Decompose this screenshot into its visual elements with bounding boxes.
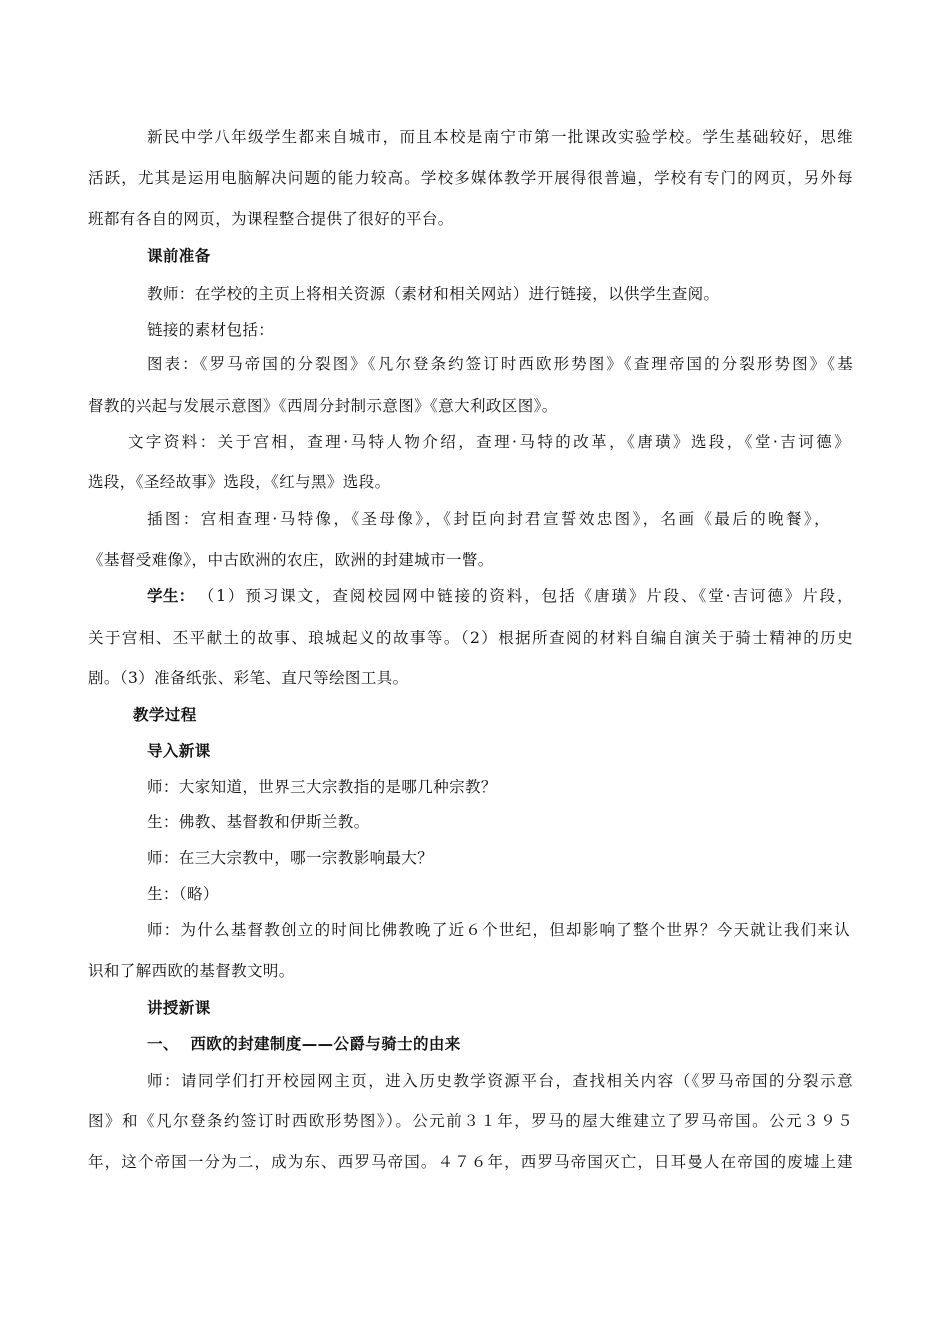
dialogue-line-2: 生：佛教、基督教和伊斯兰教。 xyxy=(147,813,370,831)
charts-line-2: 督教的兴起与发展示意图》《西周分封制示意图》《意大利政区图》。 xyxy=(88,397,558,415)
paragraph-intro-line-1: 新民中学八年级学生都来自城市，而且本校是南宁市第一批课改实验学校。学生基础较好，思维 xyxy=(147,128,853,146)
illustrations-line-2: 《基督受难像》，中古欧洲的农庄，欧洲的封建城市一瞥。 xyxy=(88,551,494,569)
heading-new-lesson: 讲授新课 xyxy=(147,999,211,1017)
illustrations-line-1: 插图：宫相查理·马特像，《圣母像》，《封臣向封君宣誓效忠图》，名画《最后的晚餐》， xyxy=(147,510,830,528)
students-label: 学生： xyxy=(147,587,195,605)
section-1-line-2: 图》和《凡尔登条约签订时西欧形势图》）。公元前３１年，罗马的屋大维建立了罗马帝国。公元３９５ xyxy=(88,1112,853,1130)
dialogue-line-4: 生：（略） xyxy=(147,885,219,903)
dialogue-line-3: 师：在三大宗教中，哪一宗教影响最大？ xyxy=(147,849,434,867)
teacher-prep-text: 教师：在学校的主页上将相关资源（素材和相关网站）进行链接，以供学生查阅。 xyxy=(147,285,720,303)
materials-intro-text: 链接的素材包括： xyxy=(147,321,275,339)
heading-introduction: 导入新课 xyxy=(147,742,211,760)
section-1-line-1: 师：请同学们打开校园网主页，进入历史教学资源平台，查找相关内容（《罗马帝国的分裂示意 xyxy=(147,1072,853,1090)
charts-line-1: 图表：《罗马帝国的分裂图》《凡尔登条约签订时西欧形势图》《查理帝国的分裂形势图》《基 xyxy=(147,355,853,373)
texts-line-1: 文字资料：关于宫相，查理·马特人物介绍，查理·马特的改革，《唐璜》选段，《堂·吉诃德》 xyxy=(128,433,850,451)
heading-lesson-prep: 课前准备 xyxy=(147,247,211,265)
students-line-1-text: （1）预习课文，查阅校园网中链接的资料，包括《唐璜》片段、《堂·吉诃德》片段， xyxy=(198,587,853,605)
dialogue-line-5: 师：为什么基督教创立的时间比佛教晚了近６个世纪，但却影响了整个世界？今天就让我们来认 xyxy=(147,921,850,939)
dialogue-line-1: 师：大家知道，世界三大宗教指的是哪几种宗教？ xyxy=(147,778,497,796)
dialogue-line-6: 识和了解西欧的基督教文明。 xyxy=(88,962,295,980)
texts-line-2: 选段，《圣经故事》选段，《红与黑》选段。 xyxy=(88,473,391,491)
section-1-line-3: 年，这个帝国一分为二，成为东、西罗马帝国。４７６年，西罗马帝国灭亡，日耳曼人在帝国的废墟上建 xyxy=(88,1153,853,1171)
students-line-2: 关于宫相、丕平献土的故事、琅城起义的故事等。（2）根据所查阅的材料自编自演关于骑士精神的历史 xyxy=(88,629,853,647)
students-line-1 xyxy=(147,586,853,606)
paragraph-intro-line-2: 活跃，尤其是运用电脑解决问题的能力较高。学校多媒体教学开展得很普遍，学校有专门的网页，另外每 xyxy=(88,169,853,187)
heading-teaching-process: 教学过程 xyxy=(133,706,197,724)
students-line-3: 剧。（3）准备纸张、彩笔、直尺等绘图工具。 xyxy=(88,669,409,687)
heading-section-1: 一、 西欧的封建制度——公爵与骑士的由来 xyxy=(147,1035,461,1053)
paragraph-intro-line-3: 班都有各自的网页，为课程整合提供了很好的平台。 xyxy=(88,210,454,228)
